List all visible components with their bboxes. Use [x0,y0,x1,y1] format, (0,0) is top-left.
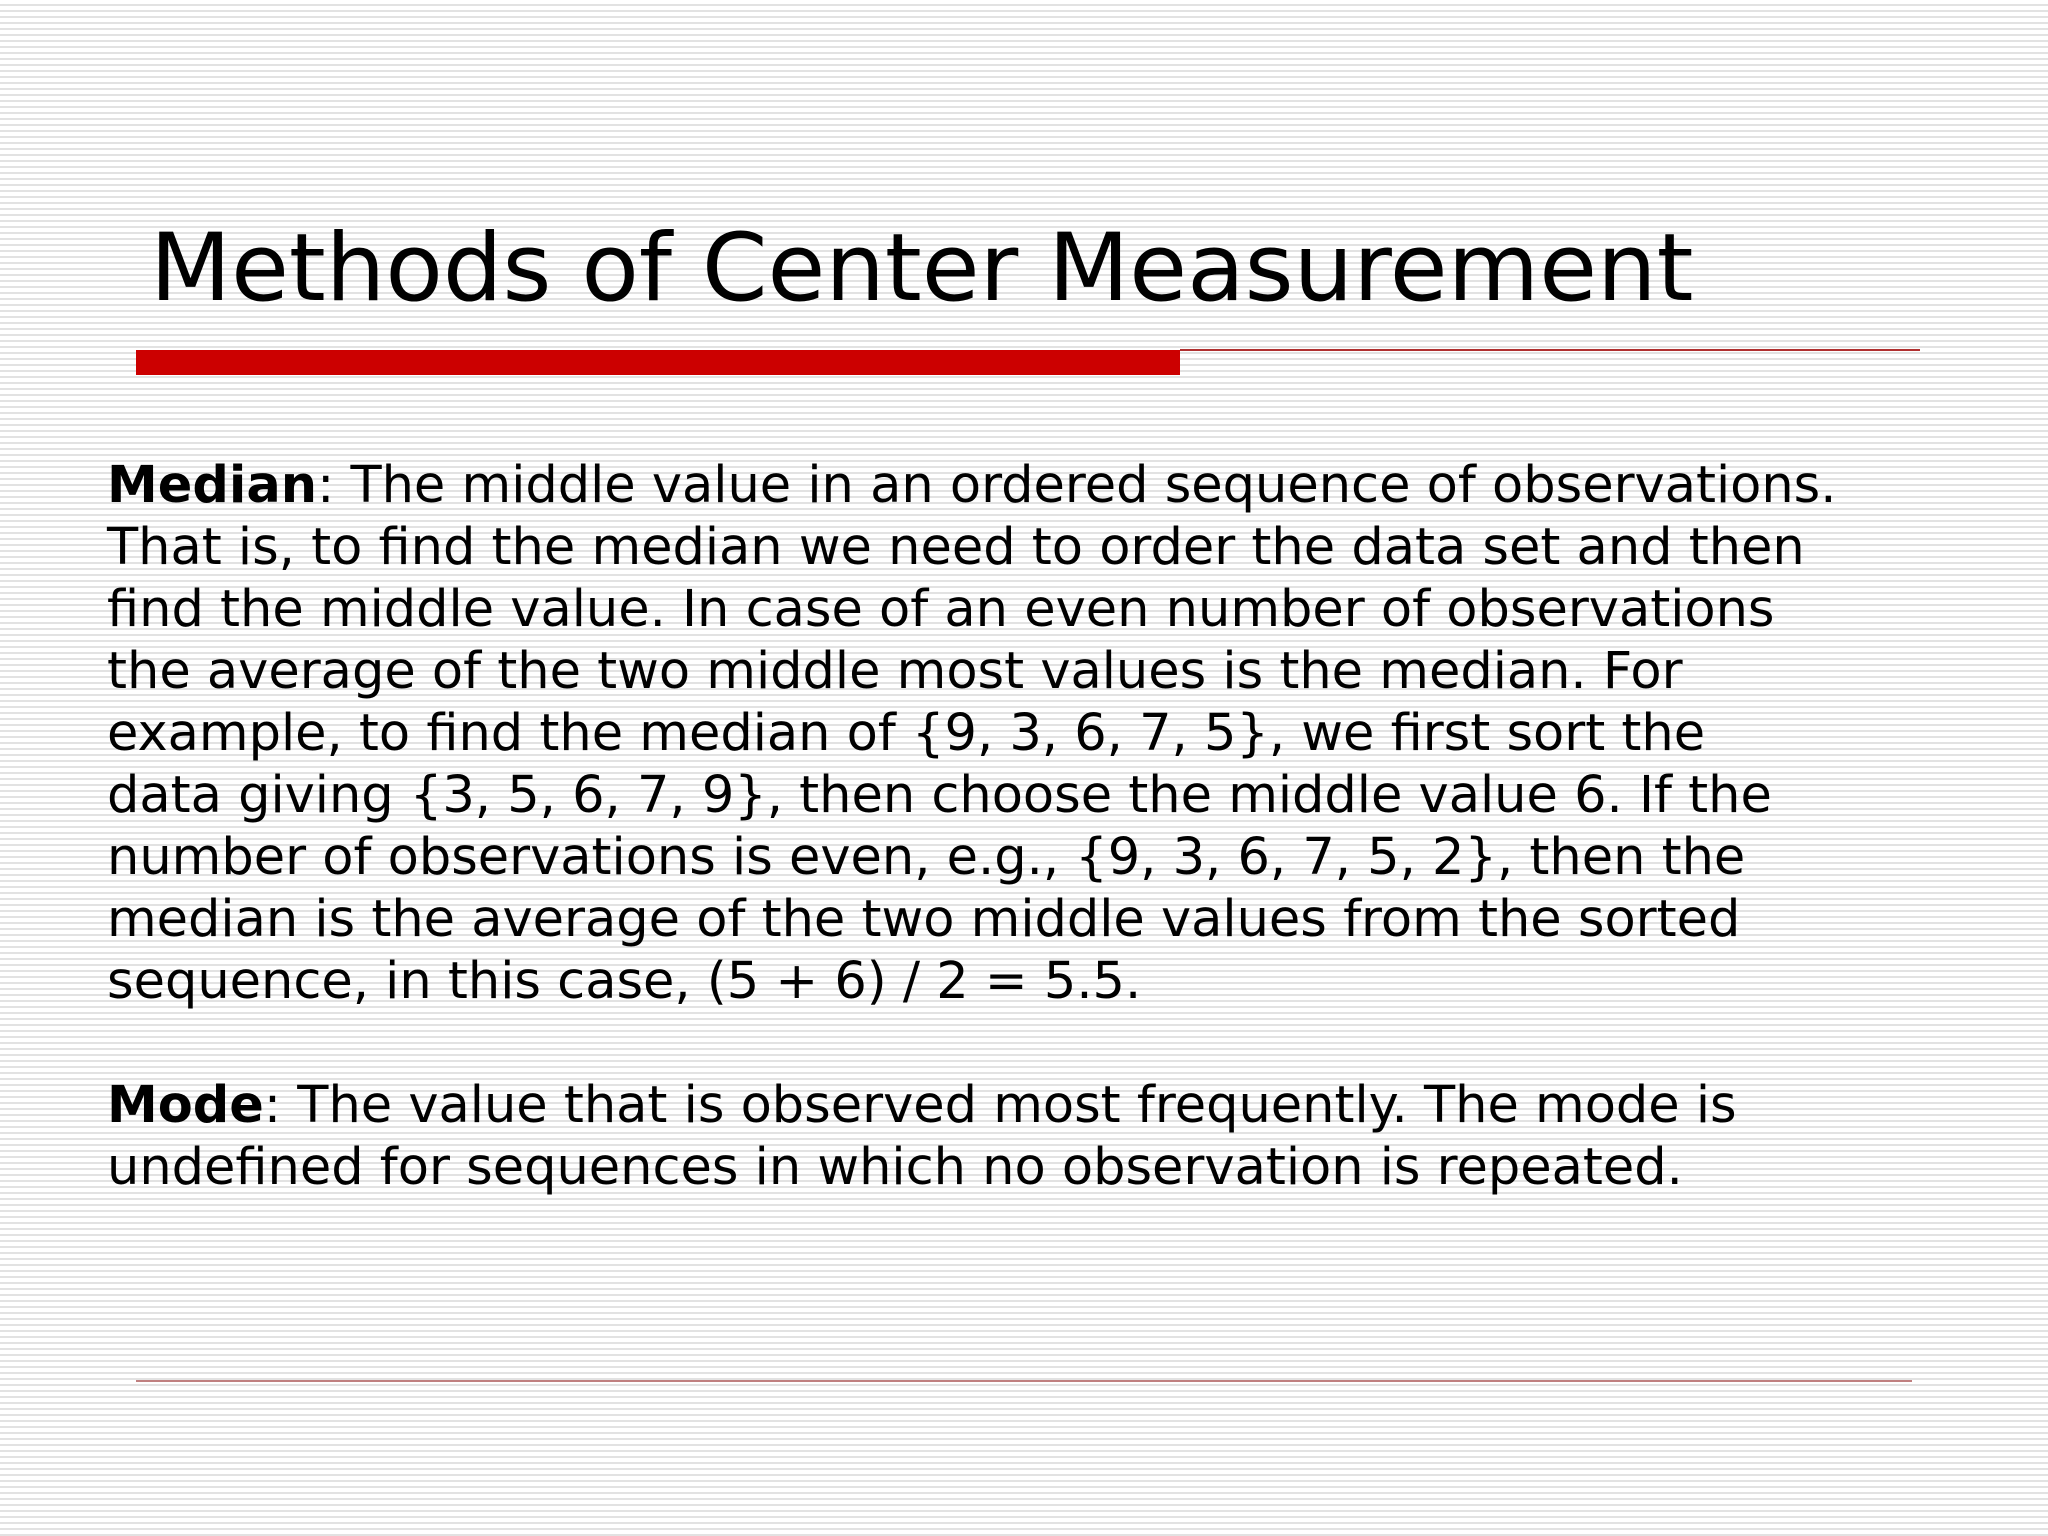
mode-line [107,1075,1907,1137]
median-line: median is the average of the two middle values from the sorted [107,890,1741,949]
slide-title: Methods of Center Measurement [150,214,1694,323]
median-paragraph [107,455,1907,1013]
mode-line-text: : The value that is observed most frequently. The mode is [263,1076,1737,1135]
median-term: Median [107,456,318,515]
median-line [107,455,1907,517]
mode-term: Mode [107,1076,264,1135]
slide-body [107,455,1907,1199]
median-line: find the middle value. In case of an even number of observations [107,580,1775,639]
median-line: example, to find the median of {9, 3, 6, 7, 5}, we first sort the [107,704,1706,763]
median-line: sequence, in this case, (5 + 6) / 2 = 5.5. [107,952,1142,1011]
median-line-text: : The middle value in an ordered sequence of observations. [317,456,1837,515]
median-line: That is, to find the median we need to order the data set and then [107,518,1805,577]
footer-divider [136,1380,1912,1382]
mode-line: undefined for sequences in which no observation is repeated. [107,1138,1683,1197]
mode-paragraph [107,1075,1907,1199]
title-accent-line [1180,349,1920,351]
title-accent-bar [136,350,1180,375]
median-line: the average of the two middle most values is the median. For [107,642,1683,701]
median-line: data giving {3, 5, 6, 7, 9}, then choose the middle value 6. If the [107,766,1772,825]
median-line: number of observations is even, e.g., {9, 3, 6, 7, 5, 2}, then the [107,828,1746,887]
